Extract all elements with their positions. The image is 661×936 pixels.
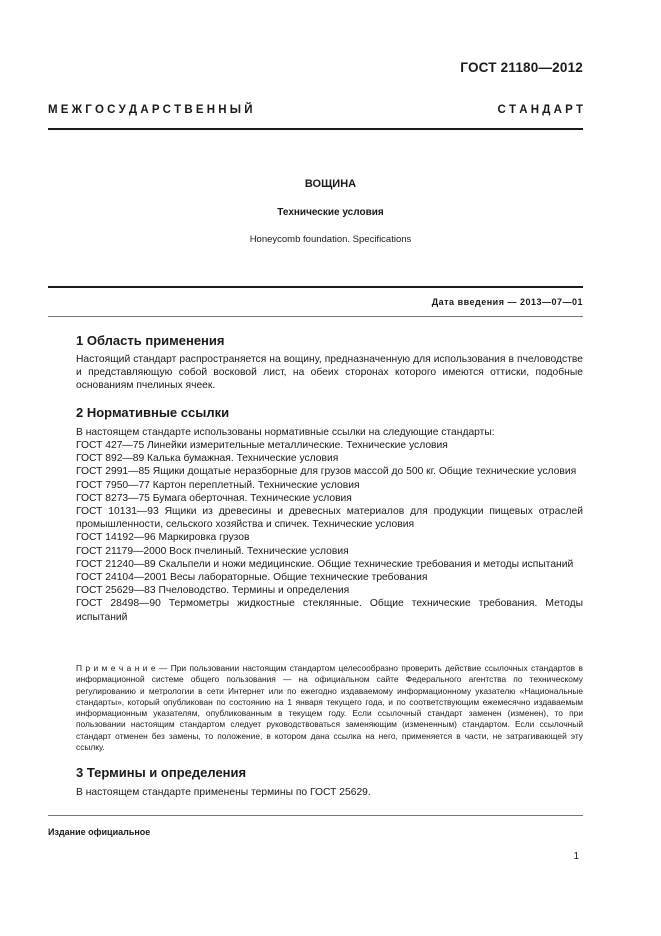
reference-item: ГОСТ 7950—77 Картон переплетный. Технические условия	[76, 479, 360, 491]
reference-item: ГОСТ 2991—85 Ящики дощатые неразборные для грузов массой до 500 кг. Общие технические условия	[76, 466, 577, 478]
reference-item: ГОСТ 24104—2001 Весы лабораторные. Общие технические требования	[76, 572, 428, 584]
document-code: ГОСТ 21180—2012	[460, 60, 583, 75]
reference-item: ГОСТ 21240—89 Скальпели и ножи медицинские. Общие технические требования и методы испытаний	[76, 558, 574, 570]
title-divider	[48, 286, 583, 288]
reference-item: ГОСТ 28498—90 Термометры жидкостные стеклянные. Общие технические требования. Методы испытаний	[76, 598, 583, 623]
section-1-paragraph: Настоящий стандарт распространяется на вощину, предназначенную для использования в пчеловодстве и представляющую собой восковой лист, на обеих сторонах которого имеются оттиски, подобные основаниям пчелиных ячеек.	[76, 354, 583, 392]
english-title: Honeycomb foundation. Specifications	[249, 234, 412, 245]
reference-list	[48, 439, 583, 624]
document-subtitle: Технические условия	[277, 207, 384, 218]
section-2-heading: 2 Нормативные ссылки	[76, 405, 230, 420]
section-3-text: В настоящем стандарте применены термины по ГОСТ 25629.	[76, 787, 371, 798]
reference-item: ГОСТ 427—75 Линейки измерительные металлические. Технические условия	[76, 440, 448, 451]
top-divider	[48, 128, 583, 130]
section-1-text	[48, 353, 583, 393]
reference-item: ГОСТ 25629—83 Пчеловодство. Термины и определения	[76, 585, 350, 597]
note-block	[48, 663, 583, 753]
document-title: ВОЩИНА	[304, 178, 357, 190]
footer-divider	[48, 815, 583, 816]
introduction-date: Дата введения — 2013—07—01	[431, 297, 583, 307]
reference-item: ГОСТ 10131—93 Ящики из древесины и древесных материалов для продукции пищевых отраслей промышленности, сельского хозяйства и спичек. Технические условия	[76, 506, 583, 531]
section-2-intro: В настоящем стандарте использованы нормативные ссылки на следующие стандарты:	[76, 427, 495, 438]
banner-part-2: С Т А Н Д А Р Т	[497, 104, 583, 116]
section-1-heading: 1 Область применения	[76, 333, 225, 348]
date-divider	[48, 316, 583, 317]
reference-item: ГОСТ 21179—2000 Воск пчелиный. Технические условия	[76, 545, 349, 557]
banner-part-1: М Е Ж Г О С У Д А Р С Т В Е Н Н Ы Й	[48, 104, 253, 116]
reference-item: ГОСТ 892—89 Калька бумажная. Технические условия	[76, 453, 339, 465]
interstate-standard-banner	[48, 104, 583, 116]
note-text: П р и м е ч а н и е — При пользовании настоящим стандартом целесообразно проверить действие ссылочных стандартов в информационной системе общего пользования — на официальном сайте Федерального агентства по техническому регулированию и метрологии в сети Интернет или по ежегодно издаваемому информационному указателю «Национальные стандарты», который опубликован по состоянию на 1 января текущего года, и по соответствующим ежемесячно издаваемым информационным указателям, опубликованным в текущем году. Если ссылочный стандарт заменен (изменен), то при пользовании настоящим стандартом следует руководствоваться заменяющим (измененным) стандартом. Если ссылочный стандарт отменен без замены, то положение, в котором дана ссылка на него, применяется в части, не затрагивающей эту ссылку.	[76, 663, 583, 753]
reference-item: ГОСТ 14192—96 Маркировка грузов	[76, 532, 250, 544]
official-edition-label: Издание официальное	[48, 827, 151, 837]
reference-item: ГОСТ 8273—75 Бумага оберточная. Технические условия	[76, 492, 352, 504]
section-3-heading: 3 Термины и определения	[76, 765, 247, 780]
page-number: 1	[573, 851, 579, 862]
